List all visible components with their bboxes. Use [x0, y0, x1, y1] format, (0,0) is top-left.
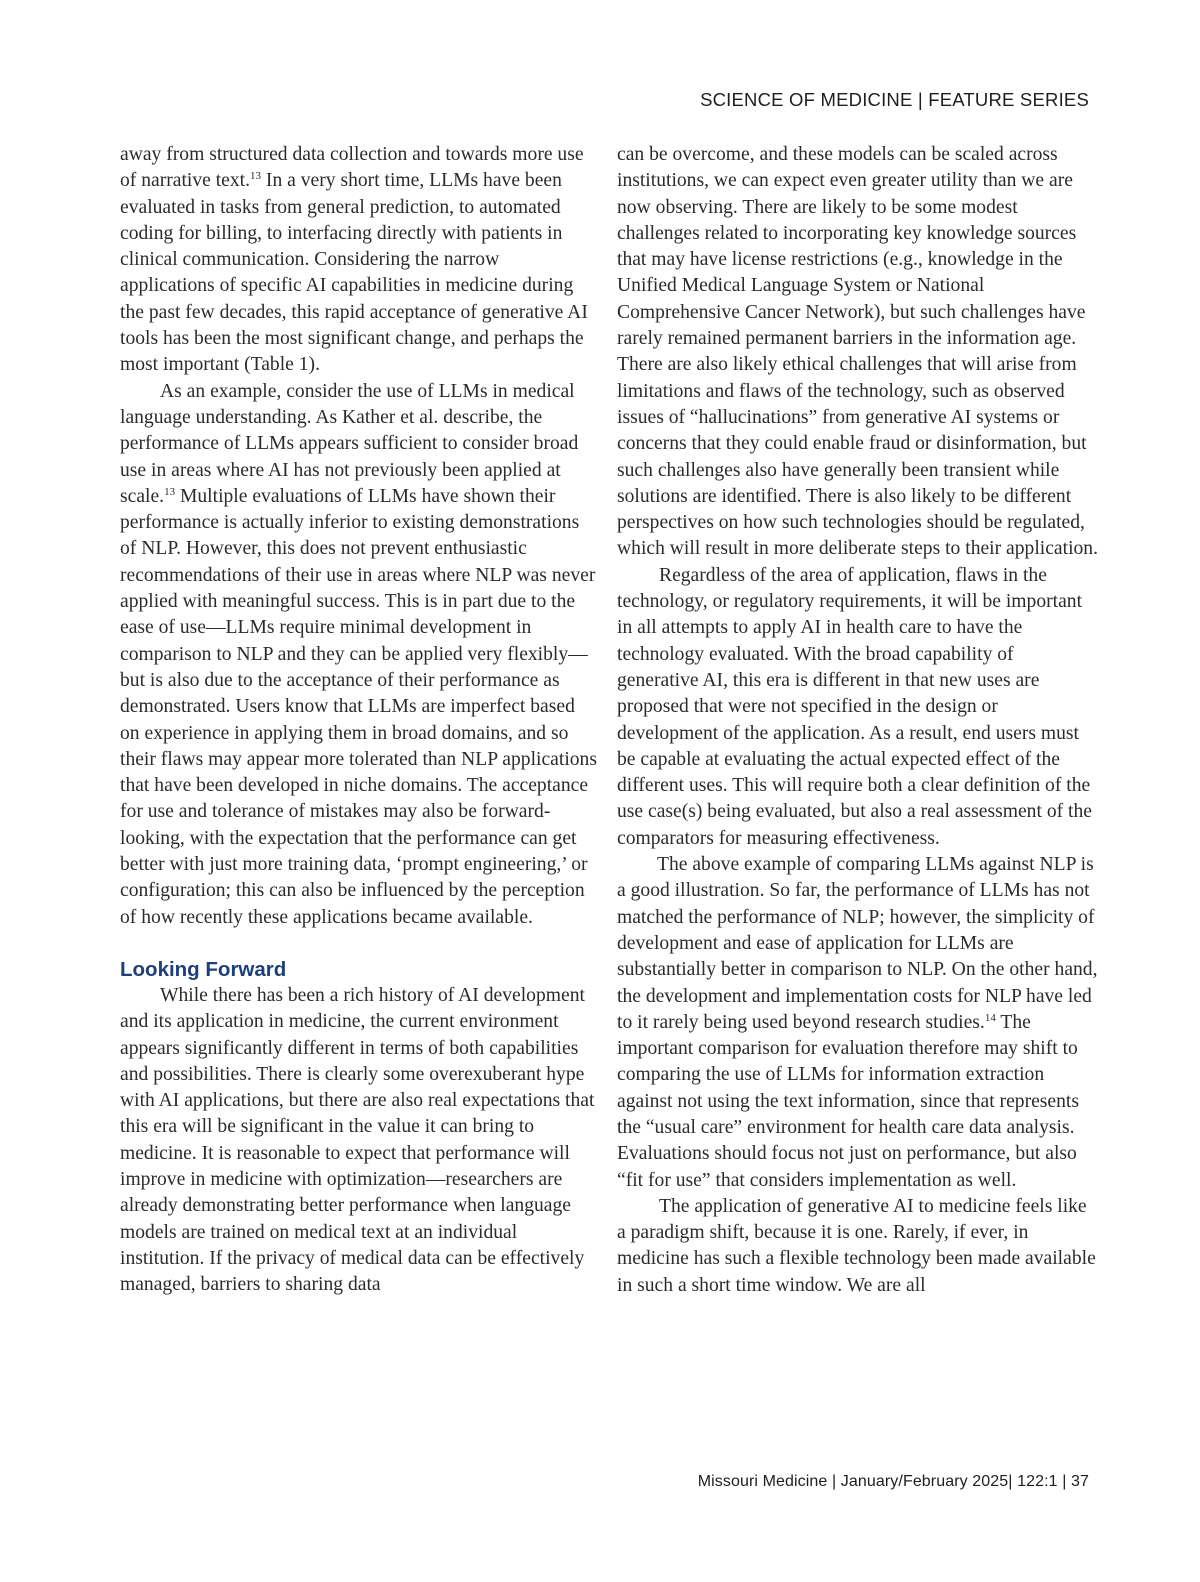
- running-header: SCIENCE OF MEDICINE | FEATURE SERIES: [700, 89, 1089, 110]
- paragraph: can be overcome, and these models can be scaled across institutions, we can expect even greater utility than we are now observing. There are likely to be some modest challenges related to incorporating key knowledge sources that may have license restrictions (e.g., knowledge in the Unified Medical Language System or National Comprehensive Cancer Network), but such challenges have rarely remained permanent barriers in the information age. There are also likely ethical challenges that will arise from limitations and flaws of the technology, such as observed issues of “hallucinations” from generative AI systems or concerns that they could enable fraud or disinformation, but such challenges also have generally been transient while solutions are identified. There is also likely to be different perspectives on how such technologies should be regulated, which will result in more deliberate steps to their application.: [617, 144, 1099, 560]
- paragraph-text: The important comparison for evaluation therefore may shift to comparing the use of LLMs for information extraction against not using the text information, since that represents the “usual care” environment for health care data analysis. Evaluations should focus not just on performance, but also “fit for use” that considers implementation as well.: [617, 1011, 1079, 1191]
- page-footer: Missouri Medicine | January/February 2025| 122:1 | 37: [697, 1473, 1089, 1490]
- paragraph: The application of generative AI to medicine feels like a paradigm shift, because it is one. Rarely, if ever, in medicine has such a flexible technology been made available in such a short time window. We are all: [617, 1195, 1096, 1296]
- section-heading: Looking Forward: [120, 957, 287, 981]
- reference-superscript: 13: [250, 170, 262, 183]
- reference-superscript: 13: [164, 485, 176, 498]
- paragraph-text: Multiple evaluations of LLMs have shown their performance is actually inferior to existing demonstrations of NLP. However, this does not prevent enthusiastic recommendations of their use in areas where NLP was never applied with meaningful success. This is in part due to the ease of use—LLMs require minimal development in comparison to NLP and they can be applied very flexibly—but is also due to the acceptance of their performance as demonstrated. Users know that LLMs are imperfect based on experience in applying them in broad domains, and so their flaws may appear more tolerated than NLP applications that have been developed in niche domains. The acceptance for use and tolerance of mistakes may also be forward-looking, with the expectation that the performance can get better with just more training data, ‘prompt engineering,’ or configuration; this can also be influenced by the perception of how recently these applications became available.: [120, 485, 597, 928]
- right-column: [617, 142, 1099, 1299]
- paragraph-text: away from structured data collection and towards more use of narrative text.: [120, 144, 584, 192]
- paragraph: [617, 852, 1099, 1194]
- paragraph-text: The above example of comparing LLMs against NLP is a good illustration. So far, the performance of LLMs has not matched the performance of NLP; however, the simplicity of development and ease of application for LLMs are substantially better in comparison to NLP. On the other hand, the development and implementation costs for NLP have led to it rarely being used beyond research studies.: [617, 854, 1098, 1033]
- paragraph: Regardless of the area of application, flaws in the technology, or regulatory requirements, it will be important in all attempts to apply AI in health care to have the technology evaluated. With the broad capability of generative AI, this era is different in that new uses are proposed that were not specified in the design or development of the application. As a result, end users must be capable at evaluating the actual expected effect of the different uses. This will require both a clear definition of the use case(s) being evaluated, but also a real assessment of the comparators for measuring effectiveness.: [617, 564, 1092, 849]
- reference-superscript: 14: [984, 1011, 996, 1024]
- left-column: [120, 142, 598, 1298]
- paragraph: [120, 379, 598, 931]
- paragraph-text: As an example, consider the use of LLMs in medical language understanding. As Kather et al. describe, the performance of LLMs appears sufficient to consider broad use in areas where AI has not previously been applied at scale.: [120, 380, 579, 507]
- paragraph-text: In a very short time, LLMs have been evaluated in tasks from general prediction, to automated coding for billing, to interfacing directly with patients in clinical communication. Considering the narrow applications of specific AI capabilities in medicine during the past few decades, this rapid acceptance of generative AI tools has been the most significant change, and perhaps the most important (Table 1).: [120, 170, 588, 376]
- paragraph: [120, 142, 598, 379]
- paragraph: While there has been a rich history of AI development and its application in medicine, the current environment appears significantly different in terms of both capabilities and possibilities. There is clearly some overexuberant hype with AI applications, but there are also real expectations that this era will be significant in the value it can bring to medicine. It is reasonable to expect that performance will improve in medicine with optimization—researchers are already demonstrating better performance when language models are trained on medical text at an individual institution. If the privacy of medical data can be effectively managed, barriers to sharing data: [120, 984, 595, 1296]
